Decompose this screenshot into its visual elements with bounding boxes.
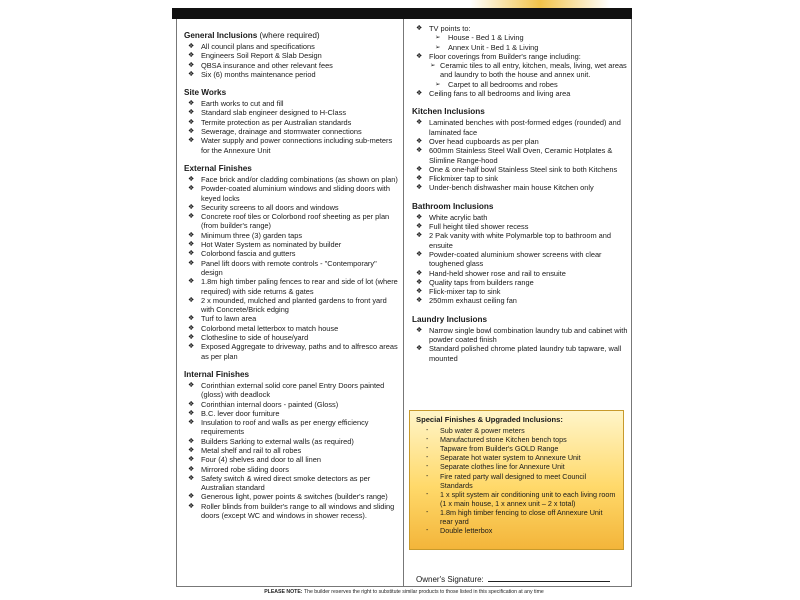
list-item-text: Security screens to all doors and windows xyxy=(201,202,339,212)
list-item-text: 250mm exhaust ceiling fan xyxy=(429,296,517,306)
list-item xyxy=(412,174,628,183)
diamond-bullet-icon: ❖ xyxy=(188,250,195,258)
list-item xyxy=(184,175,398,184)
diamond-bullet-icon: ❖ xyxy=(188,343,195,351)
list-item-text: All council plans and specifications xyxy=(201,42,315,51)
list-item-text: Full height tiled shower recess xyxy=(429,222,529,232)
list-item xyxy=(184,324,398,333)
list-item xyxy=(412,183,628,192)
diamond-bullet-icon: ❖ xyxy=(416,232,423,240)
list-item-text: Double letterbox xyxy=(440,526,493,536)
section-title xyxy=(184,88,398,98)
list-item-text: Flick-mixer tap to sink xyxy=(429,287,501,297)
diamond-bullet-icon: ❖ xyxy=(416,52,423,60)
list-item-text: Water supply and power connections including sub-meters for the Annexure Unit xyxy=(201,136,393,155)
section-title xyxy=(412,202,628,212)
section-list xyxy=(184,99,398,155)
section xyxy=(184,164,398,361)
diamond-bullet-icon: ❖ xyxy=(188,419,195,427)
list-item xyxy=(184,249,398,258)
list-item xyxy=(184,342,398,361)
list-item-text: Concrete roof tiles or Colorbond roof sheeting as per plan (from builder's range) xyxy=(201,212,390,231)
section-title-text: Bathroom Inclusions xyxy=(412,201,494,211)
list-item-text: QBSA insurance and other relevant fees xyxy=(201,60,333,70)
list-item xyxy=(412,344,628,363)
list-item-text: Standard slab engineer designed to H-Class xyxy=(201,108,347,118)
diamond-bullet-icon: ❖ xyxy=(188,278,195,286)
list-item xyxy=(184,296,398,315)
dash-bullet-icon: - xyxy=(426,454,429,462)
section-title-text: Internal Finishes xyxy=(184,369,250,379)
list-item xyxy=(184,465,398,474)
diamond-bullet-icon: ❖ xyxy=(188,296,195,304)
list-item-text: Hand-held shower rose and rail to ensuite xyxy=(429,268,566,278)
list-item xyxy=(416,453,617,462)
list-item xyxy=(412,80,628,89)
list-item xyxy=(184,70,398,79)
section-list xyxy=(412,326,628,363)
diamond-bullet-icon: ❖ xyxy=(188,502,195,510)
diamond-bullet-icon: ❖ xyxy=(416,250,423,258)
dash-bullet-icon: - xyxy=(426,445,429,453)
list-item-text: Four (4) shelves and door to all linen xyxy=(201,455,321,465)
list-item-text: 2 x mounded, mulched and planted gardens to front yard with Concrete/Brick edging xyxy=(201,295,387,315)
list-item xyxy=(416,490,617,508)
diamond-bullet-icon: ❖ xyxy=(188,474,195,482)
list-item-text: Hot Water System as nominated by builder xyxy=(201,240,342,250)
list-item xyxy=(184,203,398,212)
list-item-text: 600mm Stainless Steel Wall Oven, Ceramic Hotplates & Slimline Range-hood xyxy=(429,146,613,165)
list-item xyxy=(184,277,398,296)
section-list xyxy=(184,175,398,361)
list-item-text: Narrow single bowl combination laundry tub and cabinet with powder coated finish xyxy=(429,325,628,345)
section-title-text: Kitchen Inclusions xyxy=(412,107,485,117)
list-item xyxy=(416,462,617,471)
diamond-bullet-icon: ❖ xyxy=(416,165,423,173)
diamond-bullet-icon: ❖ xyxy=(416,223,423,231)
list-item xyxy=(412,137,628,146)
list-item-text: Flickmixer tap to sink xyxy=(429,174,498,184)
list-item-text: Separate hot water system to Annexure Unit xyxy=(440,453,581,463)
section xyxy=(412,202,628,306)
list-item-text: Tapware from Builder's GOLD Range xyxy=(440,444,559,454)
diamond-bullet-icon: ❖ xyxy=(416,278,423,286)
dash-bullet-icon: - xyxy=(426,427,429,435)
list-item xyxy=(184,51,398,60)
arrow-bullet-icon: ➢ xyxy=(430,62,436,70)
diamond-bullet-icon: ❖ xyxy=(188,61,195,69)
diamond-bullet-icon: ❖ xyxy=(188,409,195,417)
diamond-bullet-icon: ❖ xyxy=(416,119,423,127)
diamond-bullet-icon: ❖ xyxy=(188,334,195,342)
list-item xyxy=(184,99,398,108)
diamond-bullet-icon: ❖ xyxy=(188,109,195,117)
diamond-bullet-icon: ❖ xyxy=(188,315,195,323)
list-item-text: Sewerage, drainage and stormwater connections xyxy=(201,127,362,137)
diamond-bullet-icon: ❖ xyxy=(188,437,195,445)
section-title xyxy=(412,107,628,117)
section-title-text: General Inclusions xyxy=(184,31,258,40)
note-label: PLEASE NOTE: xyxy=(264,589,303,595)
list-item-text: Manufactured stone Kitchen bench tops xyxy=(440,435,567,445)
list-item xyxy=(412,213,628,222)
diamond-bullet-icon: ❖ xyxy=(188,100,195,108)
list-item xyxy=(412,296,628,305)
section xyxy=(412,107,628,192)
list-item xyxy=(416,426,617,435)
list-item-text: TV points to: xyxy=(429,24,471,33)
diamond-bullet-icon: ❖ xyxy=(188,52,195,60)
diamond-bullet-icon: ❖ xyxy=(416,147,423,155)
list-item-text: White acrylic bath xyxy=(429,212,488,222)
extras-list xyxy=(412,24,628,98)
special-finishes-box xyxy=(409,410,624,550)
section-title-text: Laundry Inclusions xyxy=(412,314,488,324)
list-item-text: Termite protection as per Australian standards xyxy=(201,117,352,127)
list-item-text: Ceiling fans to all bedrooms and living area xyxy=(429,89,571,99)
list-item xyxy=(412,146,628,165)
list-item xyxy=(184,437,398,446)
list-item-text: 1.8m high timber fencing to close off Annexure Unit rear yard xyxy=(440,507,603,527)
list-item xyxy=(184,118,398,127)
list-item-text: Engineers Soil Report & Slab Design xyxy=(201,51,322,61)
list-item-text: Roller blinds from builder's range to all windows and sliding doors (except WC and windows in shower recess). xyxy=(201,501,395,521)
list-item-text: Quality taps from builders range xyxy=(429,277,534,287)
list-item-text: Fire rated party wall designed to meet Council Standards xyxy=(440,471,587,490)
list-item xyxy=(184,474,398,493)
diamond-bullet-icon: ❖ xyxy=(188,400,195,408)
list-item xyxy=(184,400,398,409)
section-list xyxy=(184,42,398,79)
list-item-text: Colorbond metal letterbox to match house xyxy=(201,323,339,333)
column-divider xyxy=(403,19,404,587)
section xyxy=(184,88,398,155)
section-title xyxy=(184,370,398,380)
list-item-text: Ceramic tiles to all entry, kitchen, meals, living, wet areas and laundry to both the house and annex unit. xyxy=(440,61,627,80)
list-item xyxy=(184,240,398,249)
list-item xyxy=(184,409,398,418)
diamond-bullet-icon: ❖ xyxy=(416,269,423,277)
list-item-text: Safety switch & wired direct smoke detectors as per Australian standard xyxy=(201,473,371,493)
list-item xyxy=(184,446,398,455)
diamond-bullet-icon: ❖ xyxy=(188,456,195,464)
diamond-bullet-icon: ❖ xyxy=(188,213,195,221)
right-column xyxy=(412,24,628,363)
list-item-text: Carpet to all bedrooms and robes xyxy=(448,79,558,89)
list-item xyxy=(412,118,628,137)
list-item-text: Clothesline to side of house/yard xyxy=(201,333,309,343)
list-item-text: Annex Unit - Bed 1 & Living xyxy=(448,42,539,52)
gold-accent xyxy=(470,0,610,8)
list-item-text: Generous light, power points & switches (builder's range) xyxy=(201,492,388,502)
list-item xyxy=(184,314,398,323)
list-item-text: Colorbond fascia and gutters xyxy=(201,249,296,259)
section xyxy=(184,370,398,520)
list-item xyxy=(412,24,628,33)
list-item xyxy=(412,222,628,231)
arrow-bullet-icon: ➢ xyxy=(435,34,441,42)
dash-bullet-icon: - xyxy=(426,527,429,535)
list-item xyxy=(184,212,398,231)
owner-signature xyxy=(416,574,626,584)
special-finishes-list xyxy=(416,426,617,535)
arrow-bullet-icon: ➢ xyxy=(435,43,441,51)
diamond-bullet-icon: ❖ xyxy=(416,288,423,296)
section-title-text: Site Works xyxy=(184,88,227,98)
list-item-text: Corinthian internal doors - painted (Gloss) xyxy=(201,399,339,409)
list-item-text: B.C. lever door furniture xyxy=(201,408,280,418)
list-item xyxy=(412,61,628,80)
list-item xyxy=(184,418,398,437)
special-finishes-title: Special Finishes & Upgraded Inclusions: xyxy=(416,415,563,424)
list-item-text: Panel lift doors with remote controls - "Contemporary" design xyxy=(201,258,377,277)
dash-bullet-icon: - xyxy=(426,436,429,444)
list-item-text: Separate clothes line for Annexure Unit xyxy=(440,462,565,472)
footer-note xyxy=(176,589,632,595)
section xyxy=(184,31,398,79)
diamond-bullet-icon: ❖ xyxy=(416,345,423,353)
list-item xyxy=(184,61,398,70)
list-item xyxy=(184,231,398,240)
section-list xyxy=(184,381,398,520)
list-item-text: Minimum three (3) garden taps xyxy=(201,230,303,240)
list-item xyxy=(184,492,398,501)
section-list xyxy=(412,118,628,192)
arrow-bullet-icon: ➢ xyxy=(435,80,441,88)
diamond-bullet-icon: ❖ xyxy=(416,137,423,145)
list-item-text: Corinthian external solid core panel Entry Doors painted (gloss) with deadlock xyxy=(201,380,385,400)
section-title xyxy=(184,164,398,174)
diamond-bullet-icon: ❖ xyxy=(188,175,195,183)
section xyxy=(412,315,628,363)
list-item xyxy=(416,526,617,535)
list-item-text: Earth works to cut and fill xyxy=(201,99,284,109)
diamond-bullet-icon: ❖ xyxy=(188,137,195,145)
section-title xyxy=(184,31,398,41)
diamond-bullet-icon: ❖ xyxy=(188,70,195,78)
list-item-text: Sub water & power meters xyxy=(440,426,525,436)
list-item xyxy=(412,326,628,345)
left-column xyxy=(184,24,398,520)
list-item xyxy=(412,287,628,296)
diamond-bullet-icon: ❖ xyxy=(416,175,423,183)
list-item xyxy=(416,472,617,490)
list-item xyxy=(184,127,398,136)
list-item xyxy=(416,444,617,453)
diamond-bullet-icon: ❖ xyxy=(416,184,423,192)
list-item xyxy=(184,333,398,342)
list-item xyxy=(412,165,628,174)
diamond-bullet-icon: ❖ xyxy=(416,90,423,98)
diamond-bullet-icon: ❖ xyxy=(416,213,423,221)
diamond-bullet-icon: ❖ xyxy=(188,324,195,332)
list-item xyxy=(412,52,628,61)
list-item xyxy=(184,381,398,400)
list-item-text: Face brick and/or cladding combinations (as shown on plan) xyxy=(201,174,398,184)
list-item xyxy=(416,508,617,526)
list-item xyxy=(184,108,398,117)
diamond-bullet-icon: ❖ xyxy=(188,259,195,267)
list-item-text: Mirrored robe sliding doors xyxy=(201,464,289,474)
list-item xyxy=(184,455,398,464)
list-item xyxy=(416,435,617,444)
diamond-bullet-icon: ❖ xyxy=(188,203,195,211)
list-item-text: 1 x split system air conditioning unit to each living room (1 x main house, 1 x annex unit – 2 x total) xyxy=(440,489,616,508)
list-item xyxy=(412,89,628,98)
list-item-text: 2 Pak vanity with white Polymarble top to bathroom and ensuite xyxy=(429,231,611,250)
list-item xyxy=(184,259,398,278)
diamond-bullet-icon: ❖ xyxy=(188,128,195,136)
diamond-bullet-icon: ❖ xyxy=(188,241,195,249)
list-item-text: Over head cupboards as per plan xyxy=(429,136,539,146)
list-item-text: Metal shelf and rail to all robes xyxy=(201,445,302,455)
list-item xyxy=(184,42,398,51)
diamond-bullet-icon: ❖ xyxy=(188,43,195,50)
header-bar xyxy=(172,8,632,19)
list-item xyxy=(184,502,398,521)
diamond-bullet-icon: ❖ xyxy=(416,326,423,334)
diamond-bullet-icon: ❖ xyxy=(188,446,195,454)
list-item-text: Powder-coated aluminium windows and sliding doors with keyed locks xyxy=(201,184,390,203)
dash-bullet-icon: - xyxy=(426,463,429,471)
list-item-text: Builders Sarking to external walls (as required) xyxy=(201,436,354,446)
list-item xyxy=(412,33,628,42)
list-item-text: Powder-coated aluminium shower screens with clear toughened glass xyxy=(429,249,602,269)
dash-bullet-icon: - xyxy=(426,508,429,516)
section-title-text: External Finishes xyxy=(184,163,252,173)
list-item-text: Insulation to roof and walls as per energy efficiency requirements xyxy=(201,418,369,437)
diamond-bullet-icon: ❖ xyxy=(188,381,195,389)
list-item-text: House - Bed 1 & Living xyxy=(448,33,524,43)
list-item-text: Under-bench dishwasher main house Kitchen only xyxy=(429,183,594,193)
list-item xyxy=(412,250,628,269)
signature-label: Owner's Signature: xyxy=(416,575,484,584)
dash-bullet-icon: - xyxy=(426,490,429,498)
list-item xyxy=(412,269,628,278)
diamond-bullet-icon: ❖ xyxy=(416,297,423,305)
diamond-bullet-icon: ❖ xyxy=(416,25,423,32)
note-text: The builder reserves the right to substitute similar products to those listed in this specification at any time xyxy=(302,589,544,595)
list-item-text: Exposed Aggregate to driveway, paths and to alfresco areas as per plan xyxy=(201,342,398,361)
diamond-bullet-icon: ❖ xyxy=(188,465,195,473)
list-item-text: One & one-half bowl Stainless Steel sink to both Kitchens xyxy=(429,164,618,174)
diamond-bullet-icon: ❖ xyxy=(188,493,195,501)
list-item-text: Six (6) months maintenance period xyxy=(201,69,316,79)
section-list xyxy=(412,213,628,306)
list-item-text: Turf to lawn area xyxy=(201,314,257,324)
diamond-bullet-icon: ❖ xyxy=(188,118,195,126)
diamond-bullet-icon: ❖ xyxy=(188,231,195,239)
list-item-text: Floor coverings from Builder's range including: xyxy=(429,51,581,61)
diamond-bullet-icon: ❖ xyxy=(188,185,195,193)
list-item xyxy=(412,278,628,287)
section-title xyxy=(412,315,628,325)
list-item xyxy=(412,43,628,52)
list-item xyxy=(184,136,398,155)
list-item xyxy=(412,231,628,250)
list-item-text: Laminated benches with post-formed edges (rounded) and laminated face xyxy=(429,118,621,137)
list-item xyxy=(184,184,398,203)
section-subtitle: (where required) xyxy=(257,31,320,40)
list-item-text: Standard polished chrome plated laundry tub tapware, wall mounted xyxy=(429,344,622,363)
signature-line[interactable] xyxy=(488,574,610,582)
dash-bullet-icon: - xyxy=(426,472,429,480)
list-item-text: 1.8m high timber paling fences to rear and side of lot (where required) with side returns & gates xyxy=(201,277,398,296)
